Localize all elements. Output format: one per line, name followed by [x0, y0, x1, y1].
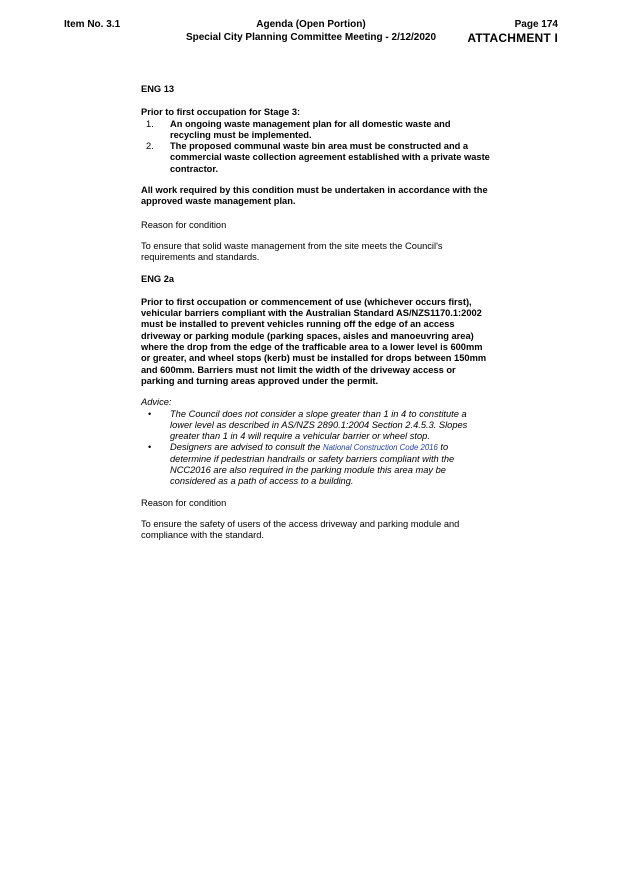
eng13-heading: ENG 13 [141, 84, 175, 94]
item-number: Item No. 3.1 [64, 19, 121, 30]
list-number: 2. [146, 141, 154, 152]
eng13-intro: Prior to first occupation for Stage 3: [141, 107, 301, 118]
page-info [467, 18, 558, 45]
bullet-icon: • [148, 408, 152, 419]
eng13-list [141, 119, 491, 175]
advice-item [141, 442, 491, 487]
meeting-title: Special City Planning Committee Meeting - 2/12/2020 [185, 32, 437, 43]
ncc-link[interactable]: National Construction Code 2016 [322, 443, 438, 453]
advice-text-pre: Designers are advised to consult the [170, 442, 323, 453]
document-body [141, 84, 491, 542]
advice-item [141, 409, 491, 443]
attachment-label: ATTACHMENT I [467, 31, 558, 45]
list-number: 1. [146, 118, 154, 129]
list-text: The proposed communal waste bin area must be constructed and a commercial waste collection agreement established with a private waste contractor. [170, 141, 490, 174]
advice-label: Advice: [141, 397, 172, 408]
list-text: An ongoing waste management plan for all domestic waste and recycling must be implemented. [170, 118, 451, 140]
advice-text-post: to determine if pedestrian handrails or safety barriers compliant with the NCC2016 are also required in the parking module this area may be considered as a path of access to a building. [170, 442, 455, 487]
eng2a-reason-label: Reason for condition [141, 497, 227, 508]
advice-list [141, 409, 491, 488]
list-item [141, 119, 491, 142]
bullet-icon: • [148, 442, 152, 453]
eng2a-heading: ENG 2a [141, 273, 175, 284]
page-number: Page 174 [514, 19, 558, 30]
eng2a-reason-text: To ensure the safety of users of the access driveway and parking module and compliance with the standard. [141, 518, 460, 541]
list-item [141, 141, 491, 175]
eng13-reason-label: Reason for condition [141, 219, 227, 230]
eng13-requirement: All work required by this condition must be undertaken in accordance with the approved waste management plan. [141, 185, 488, 207]
eng2a-condition: Prior to first occupation or commencement of use (whichever occurs first), vehicular barriers compliant with the Australian Standard AS/NZS1170.1:2002 must be installed to prevent vehicles running off the edge of an access driveway or parking module (parking spaces, aisles and manoeuvring area) where the drop from the edge of the trafficable area to a lower level is 600mm or greater, and wheel stops (kerb) must be installed for drops between 150mm and 600mm. Barriers must not limit the width of the driveway access or parking and turning areas approved under the permit. [141, 296, 487, 386]
agenda-title: Agenda (Open Portion) [256, 19, 366, 30]
advice-text: The Council does not consider a slope greater than 1 in 4 to constitute a lower level as described in AS/NZS 2890.1:2004 Section 2.4.5.3. Slopes greater than 1 in 4 will require a vehicular barrier or wheel stop. [170, 408, 468, 442]
eng13-reason-text: To ensure that solid waste management from the site meets the Council's requirements and standards. [141, 240, 443, 263]
